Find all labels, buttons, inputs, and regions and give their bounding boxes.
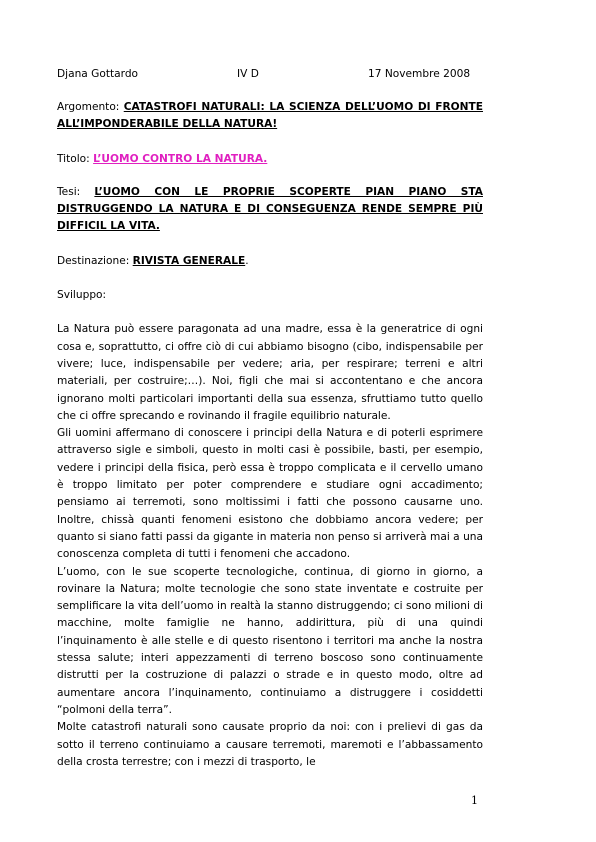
destinazione-suffix: . (245, 254, 249, 267)
titolo-line (57, 151, 483, 168)
destinazione-label: Destinazione: (57, 254, 130, 267)
sviluppo-label: Sviluppo: (57, 289, 107, 302)
document-header (57, 66, 483, 83)
argomento-line (57, 99, 483, 134)
titolo-value: L’UOMO CONTRO LA NATURA. (93, 152, 268, 165)
sviluppo-body (57, 321, 483, 771)
author-name: Djana Gottardo (57, 68, 139, 80)
class-label: IV D (237, 68, 259, 80)
paragraph: La Natura può essere paragonata ad una madre, essa è la generatrice di ogni cosa e, soprattutto, ci offre ciò di cui abbiamo bisogno (cibo, indispensabile per vivere; luce, indispensabile per vedere; aria, per respirare; terreni e altri materiali, per costruire;…). Noi, figli che mai si accontentano e che ancora ignorano molti particolari importanti della sua essenza, sfruttiamo tutto quello che ci offre sprecando e rovinando il fragile equilibrio naturale. (57, 323, 483, 422)
argomento-label: Argomento: (57, 101, 120, 113)
document-date: 17 Novembre 2008 (368, 68, 471, 80)
paragraph: Gli uomini affermano di conoscere i principi della Natura e di poterli esprimere attraverso sigle e simboli, questo in molti casi è possibile, basti, per esempio, vedere i principi della fisica, però essa è troppo complicata e il cervello umano è troppo limitato per poter comprendere e studiare ogni accadimento; pensiamo ai terremoti, sono moltissimi i fatti che possono causarne uno. Inoltre, chissà quanti fenomeni esistono che dobbiamo ancora vedere; per quanto si siano fatti passi da gigante in materia non penso si arriverà mai a una conoscenza completa di tutti i fenomeni che accadono. (57, 427, 483, 561)
tesi-value: L’UOMO CON LE PROPRIE SCOPERTE PIAN PIANO STA DISTRUGGENDO LA NATURA E DI CONSEGUENZA RENDE SEMPRE PIÙ DIFFICIL LA VITA. (57, 185, 483, 233)
page-number: 1 (471, 794, 478, 807)
titolo-label: Titolo: (57, 152, 90, 165)
paragraph: Molte catastrofi naturali sono causate proprio da noi: con i prelievi di gas da sotto il terreno continuiamo a causare terremoti, maremoti e l’abbassamento della crosta terrestre; con i mezzi di trasporto, le (57, 721, 483, 768)
destinazione-value: RIVISTA GENERALE (132, 254, 246, 267)
paragraph: L’uomo, con le sue scoperte tecnologiche, continua, di giorno in giorno, a rovinare la Natura; molte tecnologie che sono state inventate e costruite per semplificare la vita dell’uomo in realtà la stanno distruggendo; ci sono milioni di macchine, molte famiglie ne hanno, addirittura, più di una quindi l’inquinamento è alle stelle e di questo risentono i territori ma anche la nostra stessa salute; interi appezzamenti di terreno boscoso sono continuamente distrutti per la costruzione di palazzi o strade e in questo modo, oltre ad aumentare ancora l’inquinamento, continuiamo a distruggere i cosiddetti “polmoni della terra”. (57, 565, 483, 716)
argomento-value: CATASTROFI NATURALI: LA SCIENZA DELL’UOMO DI FRONTE ALL’IMPONDERABILE DELLA NATURA! (57, 101, 483, 131)
tesi-label: Tesi: (57, 185, 81, 198)
destinazione-line (57, 253, 483, 270)
document-content (57, 66, 483, 771)
tesi-line (57, 184, 483, 236)
